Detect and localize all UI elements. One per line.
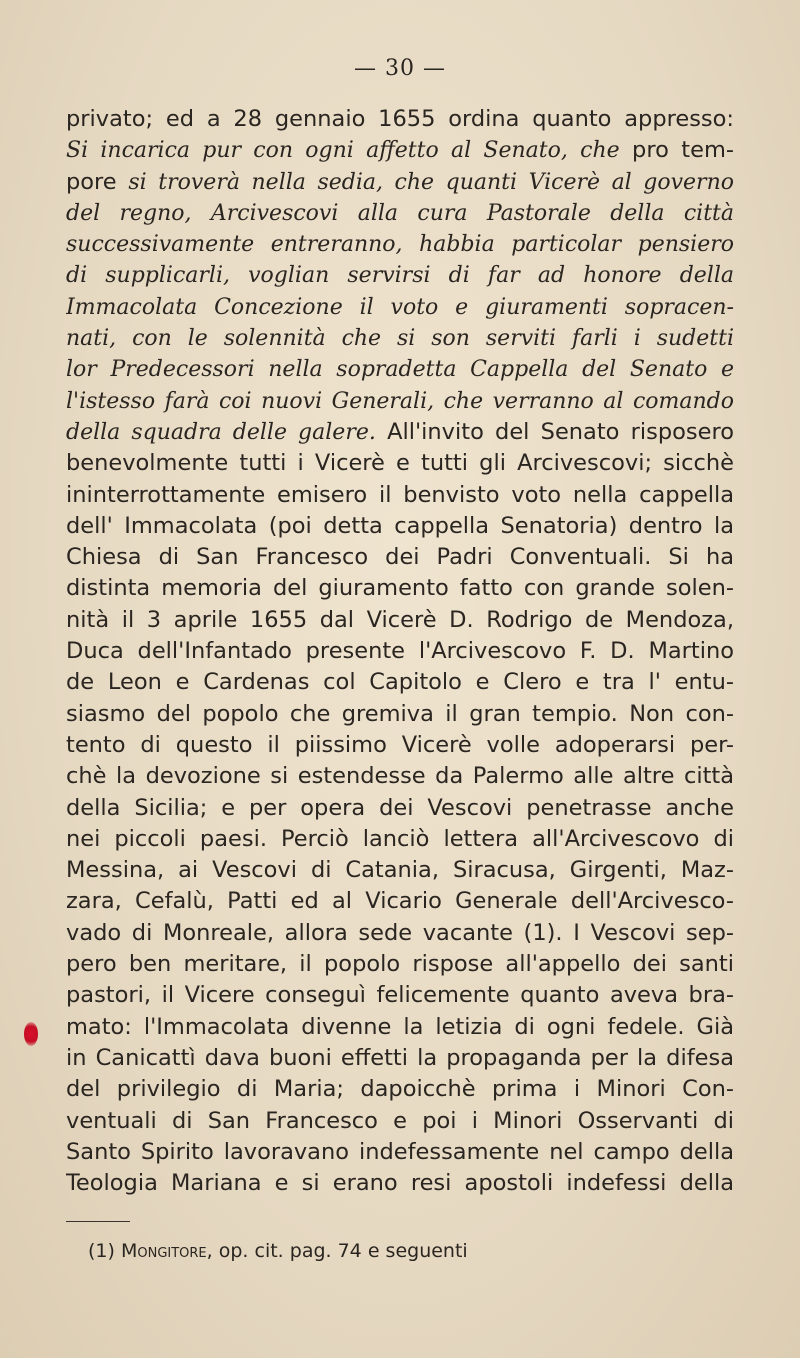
text-line: Chiesa di San Francesco dei Padri Conventuali. Si ha	[66, 544, 734, 571]
text-line: vado di Monreale, allora sede vacante (1). I Vescovi sep-	[66, 919, 734, 946]
text-line: nei piccoli paesi. Perciò lanciò lettera all'Arcivescovo di	[66, 825, 734, 852]
text-line: pastori, il Vicere conseguì felicemente quanto aveva bra-	[66, 982, 734, 1009]
text-line: della squadra delle galere. All'invito del Senato risposero	[66, 418, 734, 445]
text-line: de Leon e Cardenas col Capitolo e Clero e tra l' entu-	[66, 669, 734, 696]
text-line: distinta memoria del giuramento fatto con grande solen-	[66, 575, 734, 602]
text-line: dell' Immacolata (poi detta cappella Senatoria) dentro la	[66, 512, 734, 539]
footnote-marker: (1)	[88, 1240, 115, 1262]
text-line: siasmo del popolo che gremiva il gran tempio. Non con-	[66, 700, 734, 727]
text-line: successivamente entreranno, habbia particolar pensiero	[66, 232, 734, 258]
footnote-reference: , op. cit. pag. 74 e seguenti	[206, 1240, 468, 1262]
text-line: Santo Spirito lavoravano indefessamente nel campo della	[66, 1138, 734, 1165]
text-line: nità il 3 aprile 1655 dal Vicerè D. Rodrigo de Mendoza,	[66, 606, 734, 633]
text-line: Immacolata Concezione il voto e giuramenti sopracen-	[66, 294, 734, 320]
text-line: Teologia Mariana e si erano resi apostoli indefessi della	[66, 1170, 734, 1197]
text-line: Si incarica pur con ogni affetto al Senato, che pro tem-	[66, 137, 734, 164]
text-line: ventuali di San Francesco e poi i Minori Osservanti di	[66, 1107, 734, 1134]
text-line: Messina, ai Vescovi di Catania, Siracusa, Girgenti, Maz-	[66, 857, 734, 884]
text-line: del regno, Arcivescovi alla cura Pastorale della città	[66, 200, 734, 226]
italic-quote: si troverà nella sedia, che quanti Vicerè al governo	[128, 169, 734, 195]
text-line: pero ben meritare, il popolo rispose all'appello dei santi	[66, 951, 734, 978]
text-line: lor Predecessori nella sopradetta Cappella del Senato e	[66, 357, 734, 383]
text-line: mato: l'Immacolata divenne la letizia di ogni fedele. Già	[66, 1013, 734, 1040]
text-line: del privilegio di Maria; dapoicchè prima i Minori Con-	[66, 1076, 734, 1103]
text-line: della Sicilia; e per opera dei Vescovi penetrasse anche	[66, 794, 734, 821]
footnote-rule	[66, 1221, 130, 1222]
text-line: l'istesso farà coi nuovi Generali, che verranno al comando	[66, 388, 734, 414]
text-line: chè la devozione si estendesse da Palermo alle altre città	[66, 763, 734, 790]
text-line: tento di questo il piissimo Vicerè volle adoperarsi per-	[66, 731, 734, 758]
text-line: Duca dell'Infantado presente l'Arcivescovo F. D. Martino	[66, 638, 734, 665]
text-line: zara, Cefalù, Patti ed al Vicario Generale dell'Arcivesco-	[66, 888, 734, 915]
text-line: in Canicattì dava buoni effetti la propaganda per la difesa	[66, 1044, 734, 1071]
footnote-author: Mongitore	[120, 1240, 207, 1262]
text-line: benevolmente tutti i Vicerè e tutti gli Arcivescovi; sicchè	[66, 450, 734, 477]
footnote	[88, 1240, 468, 1262]
body-text	[66, 104, 734, 1199]
text-line: nati, con le solennità che si son serviti farli i sudetti	[66, 326, 734, 352]
italic-quote: Si incarica pur con ogni affetto al Senato, che	[66, 138, 620, 164]
red-ink-mark	[24, 1022, 38, 1046]
page-number: — 30 —	[354, 56, 446, 81]
text-line: ininterrottamente emisero il benvisto voto nella cappella	[66, 481, 734, 508]
text-line: privato; ed a 28 gennaio 1655 ordina quanto appresso:	[66, 106, 734, 132]
italic-quote: della squadra delle galere.	[66, 419, 376, 445]
text-line: pore si troverà nella sedia, che quanti Vicerè al governo	[66, 168, 734, 195]
text-line: di supplicarli, voglian servirsi di far ad honore della	[66, 263, 734, 289]
